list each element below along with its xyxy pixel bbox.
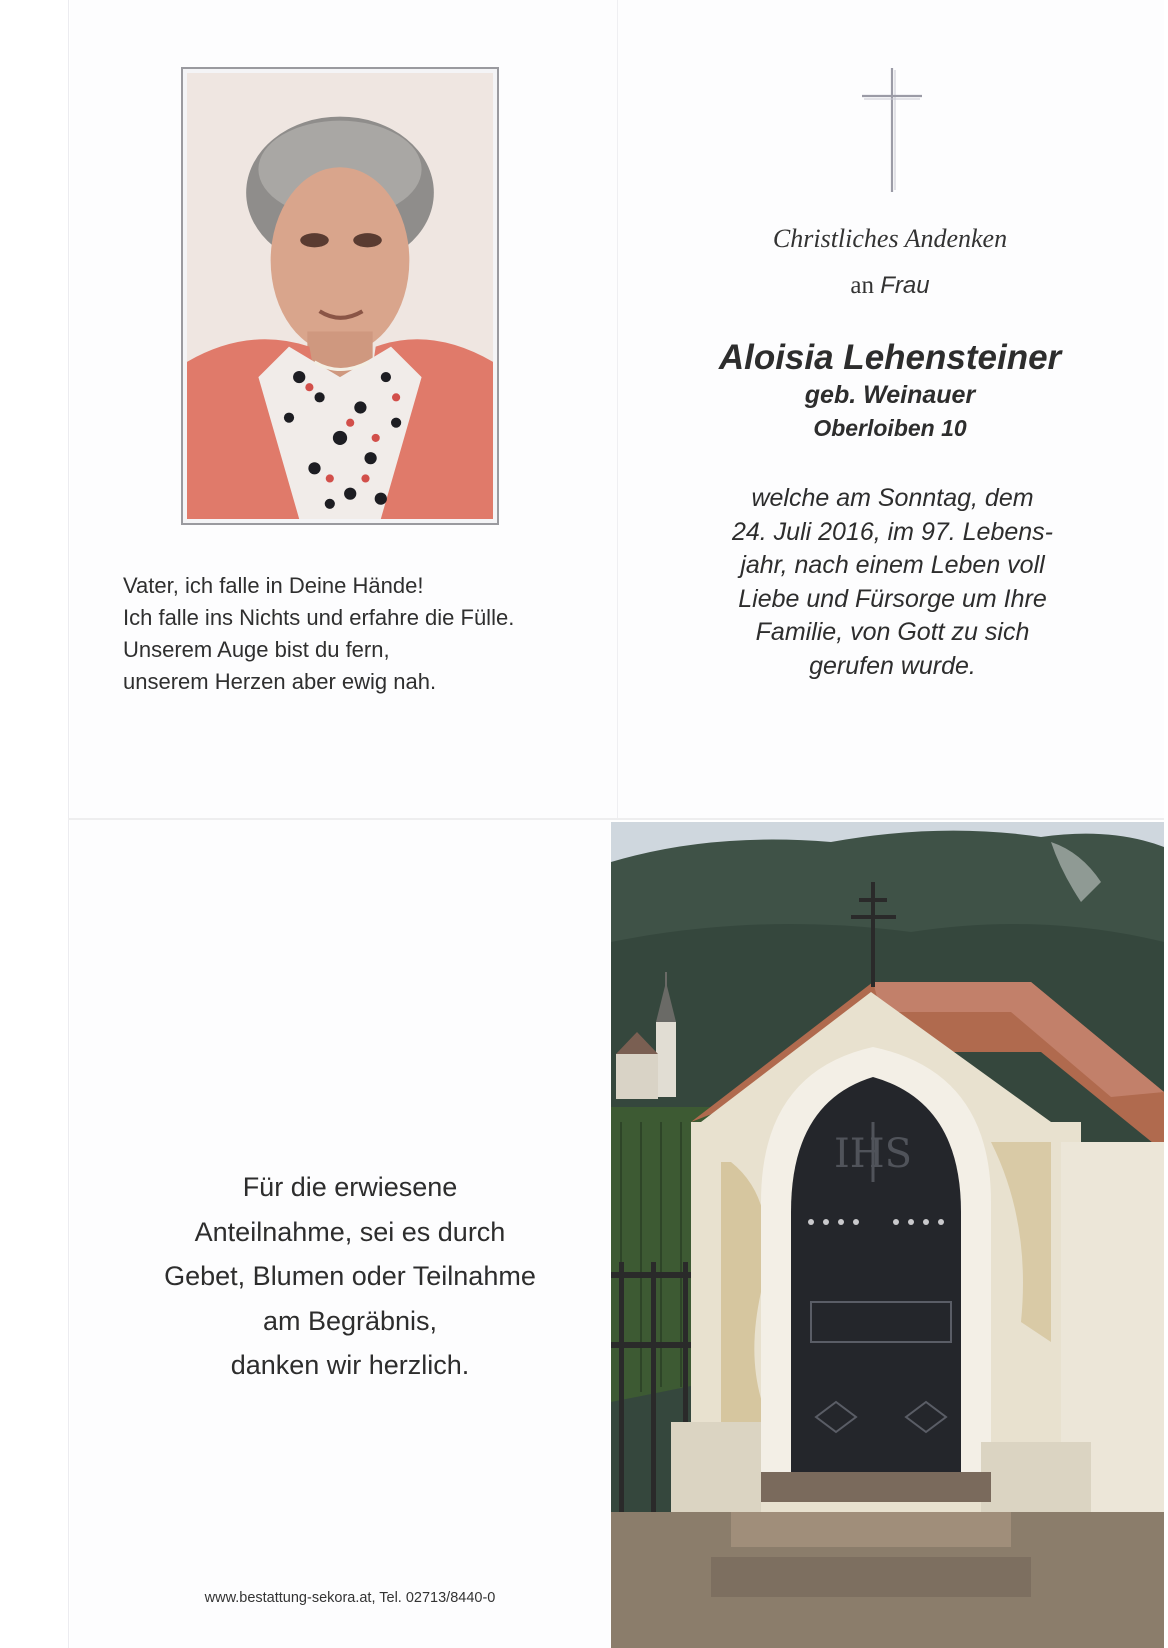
address: Oberloiben 10 xyxy=(813,415,967,441)
poem-line: Ich falle ins Nichts und erfahre die Fülle. xyxy=(123,605,515,630)
death-notice-line: 24. Juli 2016, im 97. Lebens- xyxy=(731,517,1054,546)
card-edge xyxy=(68,0,69,1648)
thanks-line: am Begräbnis, xyxy=(262,1305,438,1336)
cross-icon xyxy=(860,66,924,194)
death-notice-line: Liebe und Fürsorge um Ihre xyxy=(738,584,1047,613)
salutation: Frau xyxy=(880,272,930,299)
door-inscription: IHS xyxy=(833,1131,913,1177)
death-notice-line: gerufen wurde. xyxy=(809,651,976,680)
thanks-line: Anteilnahme, sei es durch xyxy=(194,1216,506,1247)
poem-line: Unserem Auge bist du fern, xyxy=(123,637,390,662)
portrait-photo-icon xyxy=(187,73,493,519)
death-notice-line: welche am Sonntag, dem xyxy=(751,484,1034,512)
thanks-message xyxy=(120,1165,580,1388)
death-notice xyxy=(670,482,1115,683)
portrait-photo xyxy=(181,67,499,525)
salutation-line xyxy=(660,272,1120,300)
thanks-line: Gebet, Blumen oder Teilnahme xyxy=(164,1261,536,1292)
chapel-photo-icon xyxy=(611,822,1164,1648)
card-fold-horizontal xyxy=(68,818,1164,820)
memorial-title: Christliches Andenken xyxy=(772,224,1008,253)
poem xyxy=(123,570,593,698)
thanks-line: danken wir herzlich. xyxy=(230,1350,470,1381)
card-fold-vertical xyxy=(617,0,618,818)
poem-line: Vater, ich falle in Deine Hände! xyxy=(123,573,424,598)
salutation-prefix: an xyxy=(850,272,874,299)
poem-line: unserem Herzen aber ewig nah. xyxy=(123,669,437,694)
deceased-name: Aloisia Lehensteiner xyxy=(718,338,1062,377)
thanks-line: Für die erwiesene xyxy=(242,1172,458,1202)
death-notice-line: Familie, von Gott zu sich xyxy=(755,618,1030,646)
birth-name: geb. Weinauer xyxy=(804,381,976,409)
death-notice-line: jahr, nach einem Leben voll xyxy=(740,551,1045,579)
footer-contact: www.bestattung-sekora.at, Tel. 02713/8440-0 xyxy=(204,1590,496,1606)
chapel-photo xyxy=(611,822,1164,1648)
